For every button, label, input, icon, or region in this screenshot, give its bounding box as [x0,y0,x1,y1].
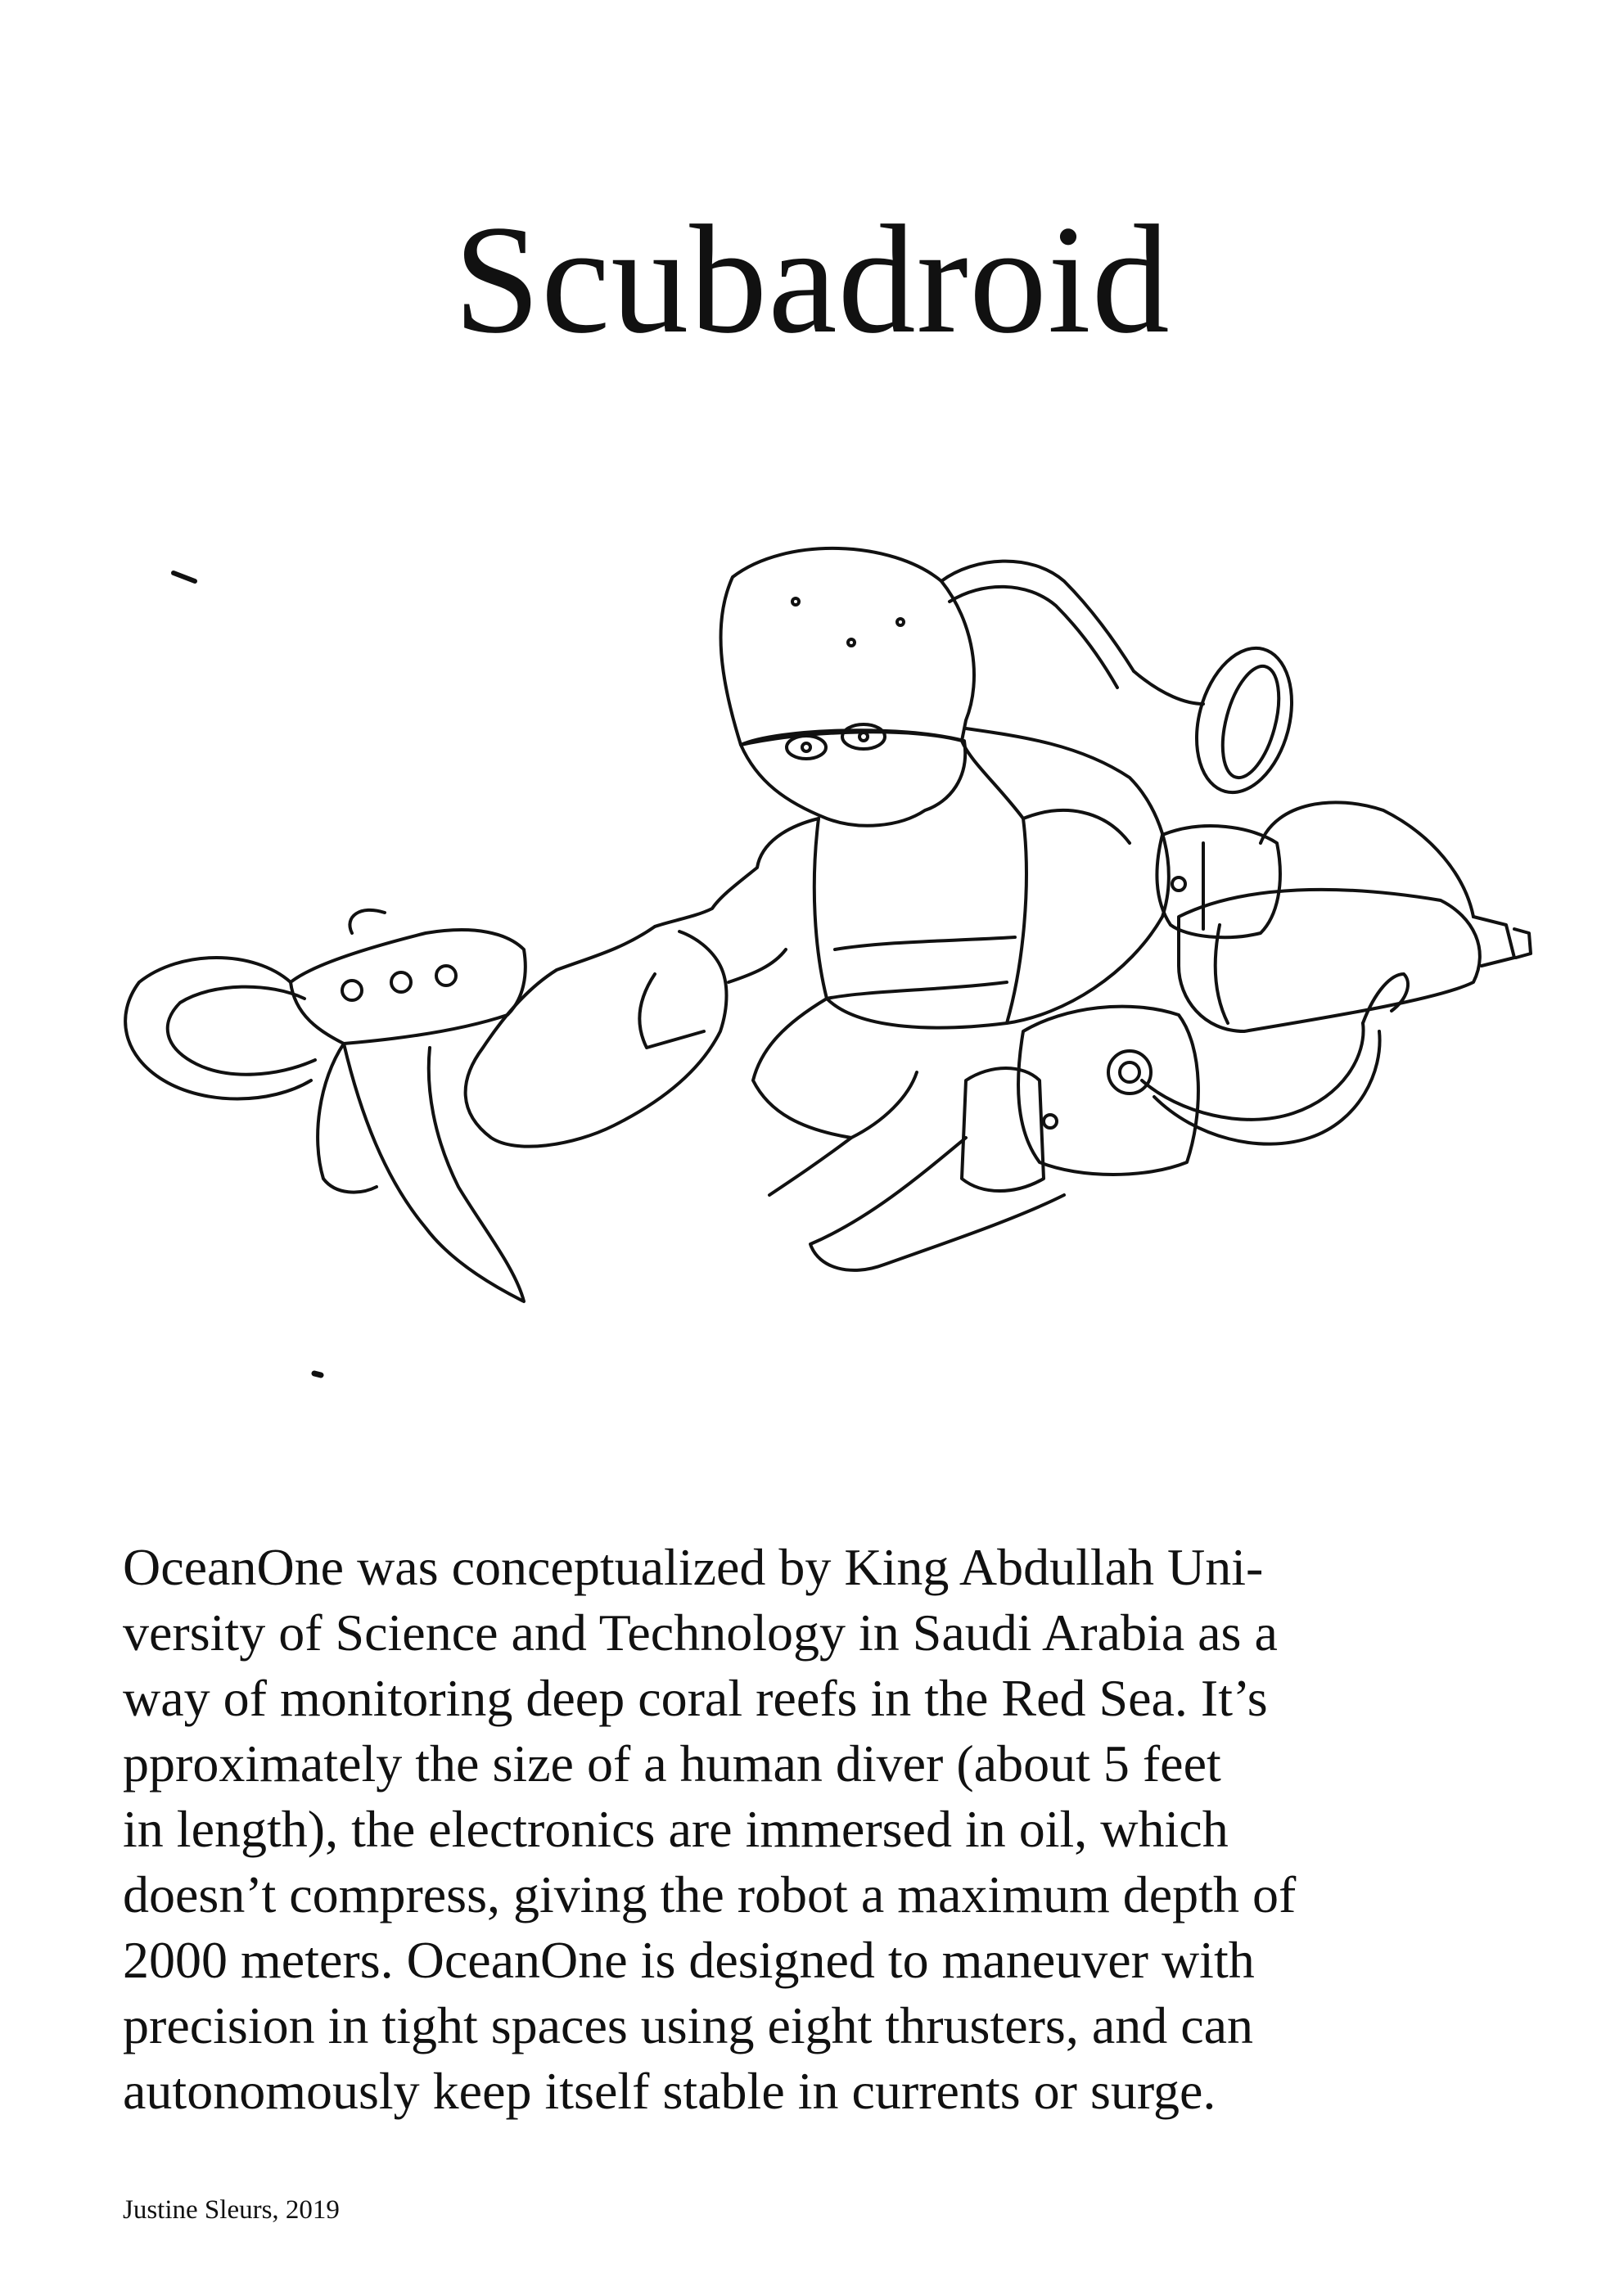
hose-loop [1142,802,1473,1143]
description-line: precision in tight spaces using eight thrusters, and can [123,1996,1254,2054]
description-paragraph [123,1535,1531,2124]
description-line: in length), the electronics are immersed in oil, which [123,1800,1229,1858]
page-title: Scubadroid [453,194,1171,367]
description-line: doesn’t compress, giving the robot a maximum depth of [123,1865,1297,1923]
description-line: OceanOne was conceptualized by King Abdullah Uni- [123,1538,1264,1596]
description-line: versity of Science and Technology in Saudi Arabia as a [123,1603,1278,1662]
stray-mark-1 [174,573,195,581]
air-tubes [941,561,1306,804]
description-line: pproximately the size of a human diver (about 5 feet [123,1734,1221,1793]
stray-mark-2 [314,1373,321,1375]
robot-illustration [0,458,1624,1441]
torso [814,728,1169,1028]
gripper-claw [125,910,526,1301]
scubadroid-robot-icon [0,458,1624,1441]
air-tank [1172,877,1531,1031]
description-line: 2000 meters. OceanOne is designed to maneuver with [123,1931,1255,1989]
thruster-pod [962,1007,1198,1191]
helmet [721,548,974,826]
author-credit: Justine Sleurs, 2019 [123,2195,340,2225]
lower-body-fins [753,999,1064,1270]
description-line: way of monitoring deep coral reefs in the Red Sea. It’s [123,1669,1268,1727]
description-line: autonomously keep itself stable in currents or surge. [123,2062,1216,2120]
